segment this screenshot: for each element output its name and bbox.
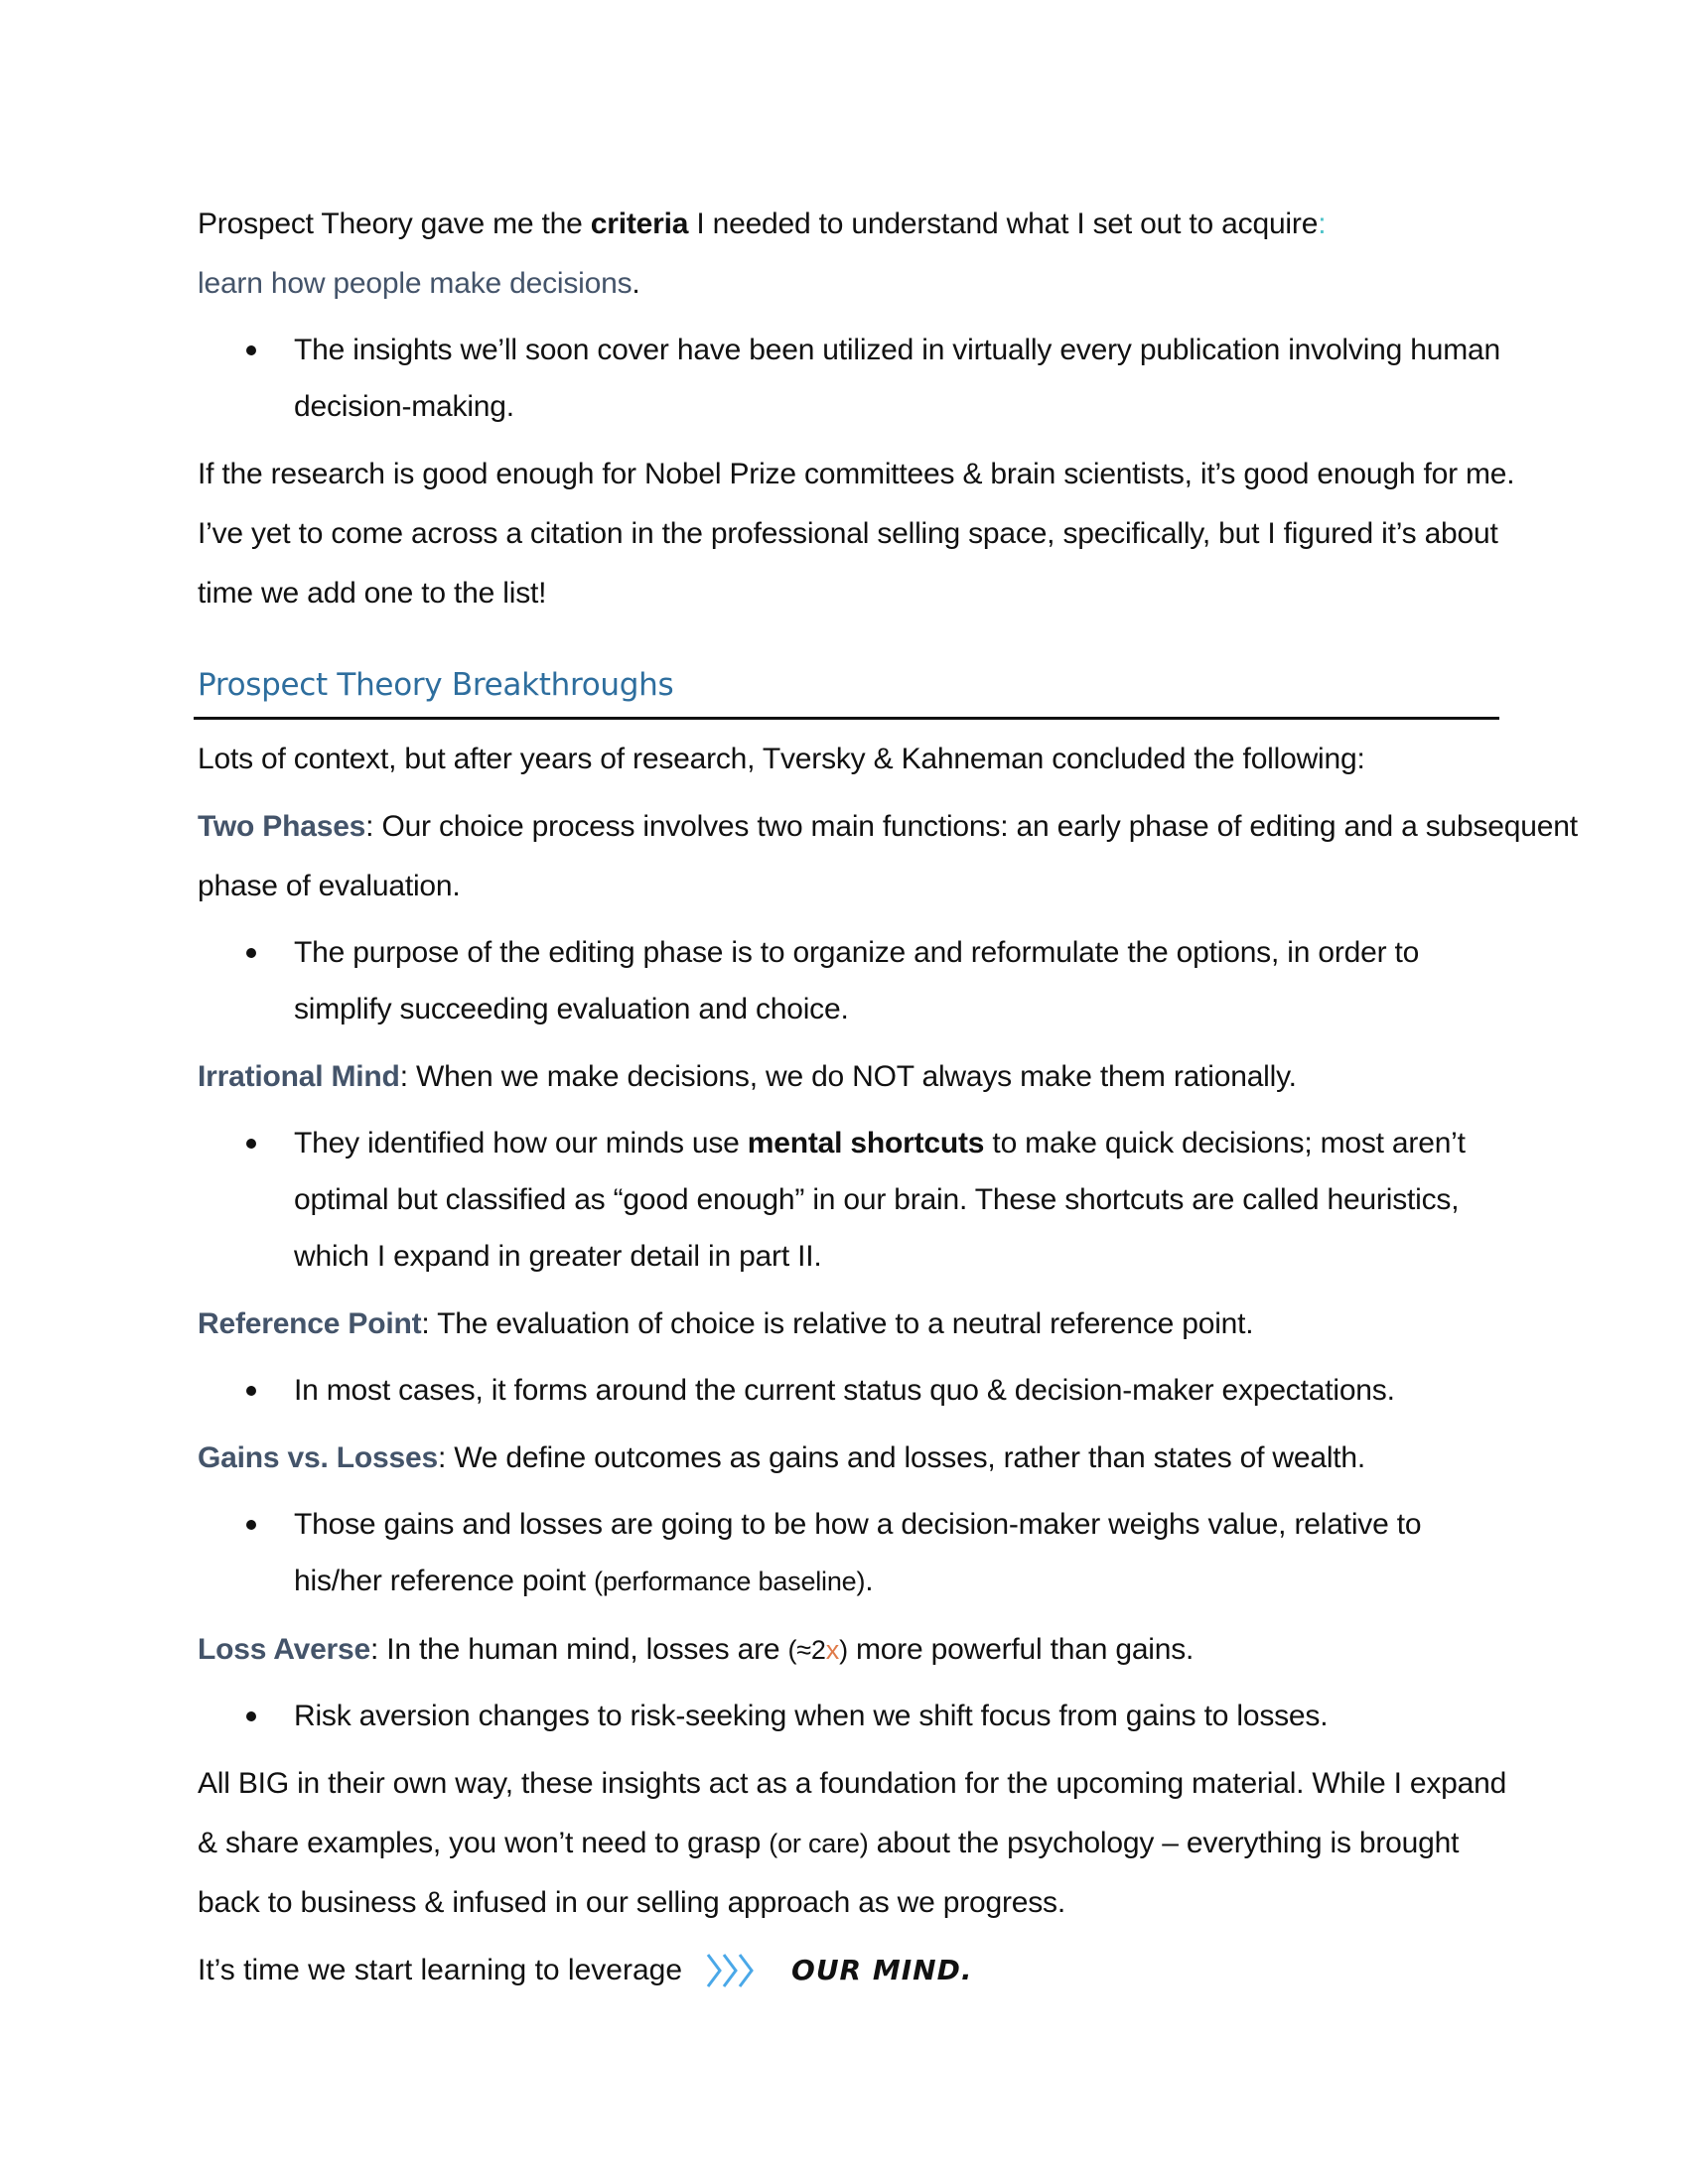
text: They identified how our minds use bbox=[294, 1127, 748, 1160]
text: about the psychology – everything is brought back to business & infused in our selling approach as we progress. bbox=[198, 1827, 1460, 1919]
section-heading: Prospect Theory Breakthroughs bbox=[198, 667, 674, 703]
bullet-list bbox=[198, 1496, 1548, 1610]
bullet-list bbox=[198, 322, 1548, 435]
text: Risk aversion changes to risk-seeking when we shift focus from gains to losses. bbox=[294, 1700, 1329, 1732]
closing-paragraph bbox=[198, 1754, 1528, 1933]
closing-line bbox=[198, 1941, 1548, 2000]
item-reference-point bbox=[198, 1295, 1548, 1354]
intro-paragraph bbox=[198, 195, 1548, 314]
text: The purpose of the editing phase is to organize and reformulate the options, in order to simplify succeeding evaluation and choice. bbox=[294, 936, 1420, 1025]
document-page bbox=[198, 195, 1578, 2000]
text: . bbox=[865, 1565, 874, 1597]
item-two-phases bbox=[198, 797, 1588, 916]
period: . bbox=[632, 267, 640, 300]
text: It’s time we start learning to leverage bbox=[198, 1954, 683, 1986]
brand-logo: OUR MIND. bbox=[791, 1954, 973, 1986]
bullet-list bbox=[198, 1362, 1548, 1419]
bullet-icon bbox=[246, 1711, 256, 1721]
text: I needed to understand what I set out to acquire bbox=[688, 207, 1319, 240]
colon: : bbox=[1318, 207, 1327, 240]
item-gains-vs-losses bbox=[198, 1429, 1548, 1488]
triple-chevron-icon bbox=[704, 1951, 760, 1990]
divider bbox=[194, 717, 1499, 720]
term: Irrational Mind bbox=[198, 1060, 400, 1093]
text: All BIG in their own way, these insights act as a foundation for the upcoming material. While I expand & share examples, you won’t need to grasp bbox=[198, 1767, 1507, 1859]
bullet-icon bbox=[246, 1139, 256, 1149]
list-item bbox=[198, 1688, 1548, 1744]
text: Prospect Theory gave me the bbox=[198, 207, 591, 240]
bullet-icon bbox=[246, 1520, 256, 1530]
text: more powerful than gains. bbox=[847, 1633, 1195, 1666]
bullet-icon bbox=[246, 345, 256, 355]
small-text: (or care) bbox=[769, 1829, 869, 1858]
small-text: (performance baseline) bbox=[594, 1567, 866, 1596]
text: : In the human mind, losses are bbox=[370, 1633, 788, 1666]
term: Two Phases bbox=[198, 810, 366, 843]
list-item bbox=[198, 1115, 1485, 1285]
bullet-list bbox=[198, 1688, 1548, 1744]
text: : The evaluation of choice is relative to a neutral reference point. bbox=[421, 1307, 1254, 1340]
item-loss-averse bbox=[198, 1620, 1548, 1680]
term: Loss Averse bbox=[198, 1633, 371, 1666]
bold-criteria: criteria bbox=[590, 207, 689, 240]
bullet-list bbox=[198, 1115, 1548, 1285]
list-item bbox=[198, 924, 1485, 1037]
text: : When we make decisions, we do NOT always make them rationally. bbox=[399, 1060, 1297, 1093]
highlight-text: learn how people make decisions bbox=[198, 267, 633, 300]
bold-text: mental shortcuts bbox=[747, 1127, 985, 1160]
bullet-icon bbox=[246, 948, 256, 958]
list-item bbox=[198, 322, 1548, 435]
section-lead: Lots of context, but after years of research, Tversky & Kahneman concluded the following: bbox=[198, 743, 1365, 775]
bullet-list bbox=[198, 924, 1548, 1037]
text: The insights we’ll soon cover have been utilized in virtually every publication involving human decision-making. bbox=[294, 334, 1500, 423]
item-irrational-mind bbox=[198, 1047, 1548, 1107]
text: : Our choice process involves two main functions: an early phase of editing and a subsequent phase of evaluation. bbox=[198, 810, 1578, 902]
paragraph: If the research is good enough for Nobel Prize committees & brain scientists, it’s good enough for me. I’ve yet to come across a citation in the professional selling space, specifically, but I figured it’s about time we add one to the list! bbox=[198, 458, 1515, 610]
small-text: ) bbox=[839, 1635, 848, 1665]
list-item bbox=[198, 1496, 1485, 1610]
bullet-icon bbox=[246, 1386, 256, 1396]
small-text: (≈2 bbox=[787, 1635, 826, 1665]
term: Reference Point bbox=[198, 1307, 422, 1340]
term: Gains vs. Losses bbox=[198, 1441, 438, 1474]
multiplier-x: x bbox=[825, 1635, 840, 1665]
list-item bbox=[198, 1362, 1548, 1419]
text: In most cases, it forms around the current status quo & decision-maker expectations. bbox=[294, 1374, 1395, 1407]
text: to make quick decisions; most aren’t optimal but classified as “good enough” in our brain. These shortcuts are called heuristics, which I expand in greater detail in part II. bbox=[294, 1127, 1466, 1273]
text: Those gains and losses are going to be how a decision-maker weighs value, relative to his/her reference point bbox=[294, 1508, 1422, 1597]
text: : We define outcomes as gains and losses, rather than states of wealth. bbox=[437, 1441, 1366, 1474]
